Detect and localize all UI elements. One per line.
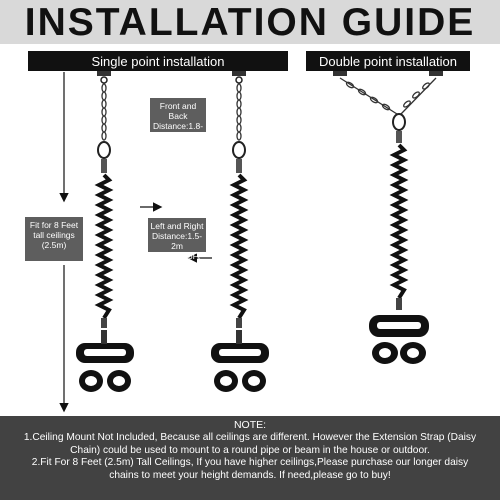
note-line-3: 2.Fit For 8 Feet (2.5m) Tall Ceilings, If you have higher ceilings,Please purchase our longer daisy (31, 457, 469, 468)
swivel-icon (393, 114, 405, 143)
left-right-feet: 4.9Ft-6.56Ft (153, 251, 201, 261)
chain-icon (102, 84, 106, 140)
note-title: NOTE: (233, 419, 267, 431)
harness-seat-icon (76, 330, 134, 392)
harness-seat-icon (211, 330, 269, 392)
fit-height-line3: (2.5m) (41, 240, 67, 250)
chain-icon (237, 84, 241, 140)
chain-icon (340, 78, 436, 114)
spring-icon (99, 175, 109, 328)
double-point-label: Double point installation (318, 53, 458, 69)
front-back-distance-box (150, 98, 206, 151)
note-line-2: Chain) could be used to mount to a round pipe or beam in the house or outdoor. (70, 444, 430, 456)
swivel-icon (233, 142, 245, 173)
note-line-4: chains to meet your height demands. If need,please go to buy! (109, 469, 391, 481)
ceiling-mount-icon (232, 71, 246, 83)
fit-height-line1: Fit for 8 Feet (29, 220, 79, 230)
page-title: INSTALLATION GUIDE (24, 0, 476, 44)
note-line-1: 1.Ceiling Mount Not Included, Because all ceilings are different. However the Extension Strap (Daisy (23, 432, 477, 443)
spring-icon (394, 145, 404, 310)
left-right-label: Left and Right (150, 221, 204, 231)
swing-double (333, 71, 443, 364)
left-right-distance-box (148, 218, 206, 261)
front-back-feet: 5.9Ft-6.56Ft (154, 141, 202, 151)
swing-middle (211, 71, 269, 392)
note-panel (0, 416, 500, 500)
ceiling-height-box (25, 217, 83, 261)
swing-left (76, 71, 134, 392)
single-point-label: Single point installation (91, 53, 225, 69)
left-right-meters: Distance:1.5-2m (151, 231, 203, 251)
front-back-meters: Distance:1.8-2m (152, 121, 204, 141)
ceiling-mount-icon (97, 71, 111, 83)
fit-height-line2: tall ceilings (33, 230, 75, 240)
spring-icon (234, 175, 244, 328)
harness-seat-icon (369, 315, 429, 364)
swivel-icon (98, 142, 110, 173)
ceiling-mount-icon (333, 71, 443, 76)
front-back-label: Front and Back (159, 101, 197, 121)
